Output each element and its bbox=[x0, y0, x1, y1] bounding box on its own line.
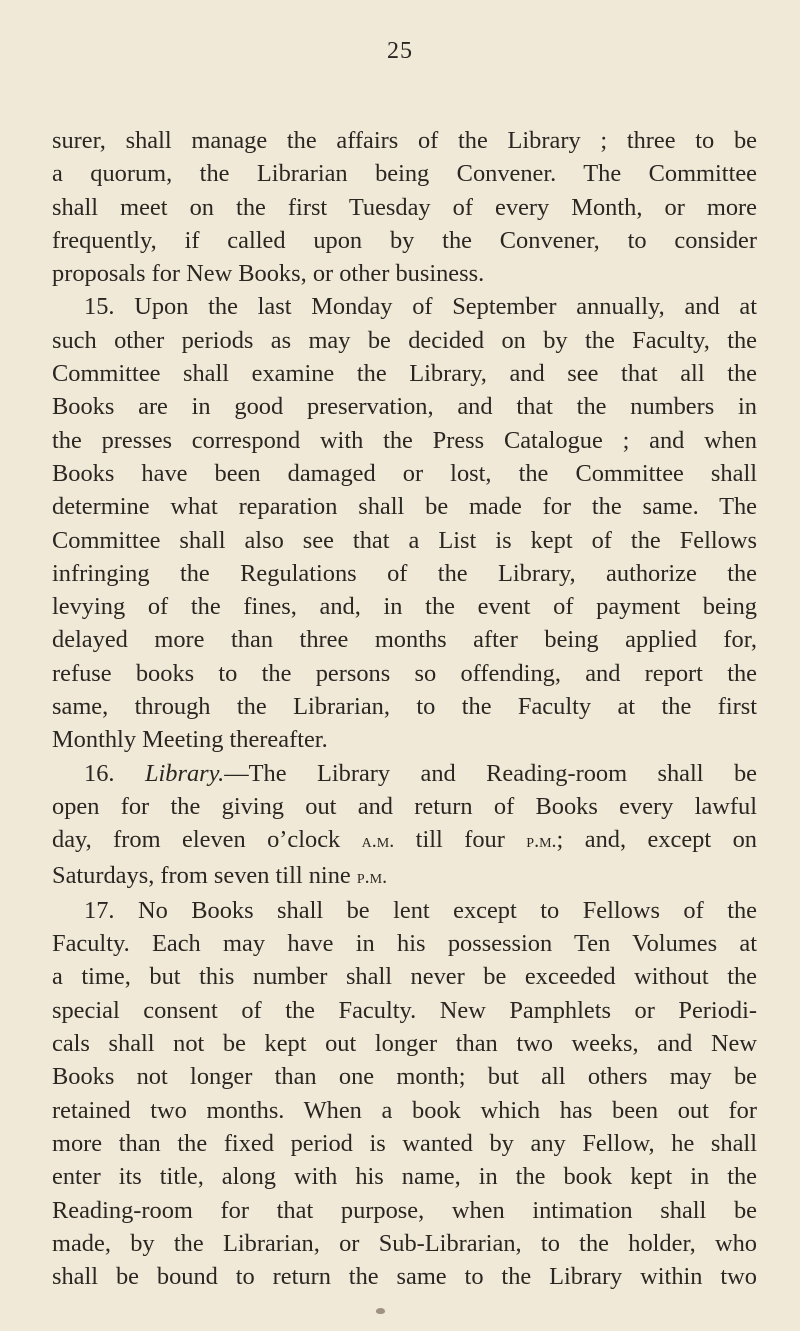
text-line: Books not longer than one month; but all others may be bbox=[52, 1063, 757, 1091]
text-line: shall be bound to return the same to the Library within two bbox=[52, 1263, 757, 1291]
page-number: 25 bbox=[387, 38, 413, 64]
text-line: made, by the Librarian, or Sub-Librarian, to the holder, who bbox=[52, 1229, 757, 1257]
text-line: retained two months. When a book which has been out for bbox=[52, 1096, 757, 1124]
time-pm: p.m. bbox=[356, 865, 388, 888]
text-line: Books have been damaged or lost, the Committee shall bbox=[52, 459, 757, 487]
text-line: open for the giving out and return of Books every lawful bbox=[52, 792, 757, 820]
text-line: levying of the fines, and, in the event of payment being bbox=[52, 593, 757, 621]
paragraph-15 bbox=[52, 290, 757, 756]
text-line: surer, shall manage the affairs of the Library ; three to be bbox=[52, 127, 757, 154]
text-fragment: ; and, except on bbox=[556, 826, 757, 854]
text-line: a quorum, the Librarian being Convener. The Committee bbox=[52, 160, 757, 188]
text-line: Committee shall examine the Library, and see that all the bbox=[52, 360, 757, 388]
text-line: 15. Upon the last Monday of September annually, and at bbox=[84, 293, 757, 321]
text-line: Monthly Meeting thereafter. bbox=[52, 726, 328, 754]
text-line: special consent of the Faculty. New Pamphlets or Periodi- bbox=[52, 996, 757, 1024]
text-line: same, through the Librarian, to the Faculty at the first bbox=[52, 693, 757, 721]
text-line: Committee shall also see that a List is kept of the Fellows bbox=[52, 526, 757, 554]
text-line: determine what reparation shall be made for the same. The bbox=[52, 493, 757, 521]
text-line: delayed more than three months after being applied for, bbox=[52, 626, 757, 654]
section-heading: Library. bbox=[144, 759, 225, 787]
text-line bbox=[52, 757, 757, 790]
text-line: the presses correspond with the Press Catalogue ; and when bbox=[52, 426, 757, 454]
text-line bbox=[52, 823, 757, 858]
text-line: Reading-room for that purpose, when intimation shall be bbox=[52, 1196, 757, 1224]
text-line: 17. No Books shall be lent except to Fellows of the bbox=[84, 896, 757, 924]
text-fragment: till four bbox=[415, 826, 505, 854]
text-fragment: Saturdays, from seven till nine bbox=[52, 861, 351, 889]
time-pm: p.m. bbox=[526, 830, 557, 853]
text-line: a time, but this number shall never be exceeded without the bbox=[52, 963, 757, 991]
text-line: more than the fixed period is wanted by any Fellow, he shall bbox=[52, 1129, 757, 1157]
text-line: Faculty. Each may have in his possession Ten Volumes at bbox=[52, 930, 757, 958]
text-line: enter its title, along with his name, in the book kept in the bbox=[52, 1163, 757, 1191]
time-am: a.m. bbox=[361, 830, 395, 853]
text-line: shall meet on the first Tuesday of every Month, or more bbox=[52, 193, 757, 221]
text-line: refuse books to the persons so offending, and report the bbox=[52, 659, 757, 687]
text-line: cals shall not be kept out longer than two weeks, and New bbox=[52, 1030, 757, 1058]
text-line bbox=[52, 859, 757, 894]
text-fragment: day, from eleven o’clock bbox=[52, 826, 341, 854]
ink-speck bbox=[376, 1308, 385, 1314]
text-line: such other periods as may be decided on by the Faculty, the bbox=[52, 326, 757, 354]
paragraph-17 bbox=[52, 894, 757, 1294]
text-fragment: —The Library and Reading-room shall be bbox=[224, 759, 757, 787]
text-line: Books are in good preservation, and that the numbers in bbox=[52, 393, 757, 421]
paragraph-16 bbox=[52, 757, 757, 894]
paragraph-committee-continued bbox=[52, 124, 757, 290]
text-line: infringing the Regulations of the Library, authorize the bbox=[52, 559, 757, 587]
body-text bbox=[52, 124, 757, 1293]
text-line: proposals for New Books, or other business. bbox=[52, 260, 485, 288]
text-line: frequently, if called upon by the Convener, to consider bbox=[52, 226, 757, 254]
paragraph-number: 16. bbox=[84, 759, 115, 787]
